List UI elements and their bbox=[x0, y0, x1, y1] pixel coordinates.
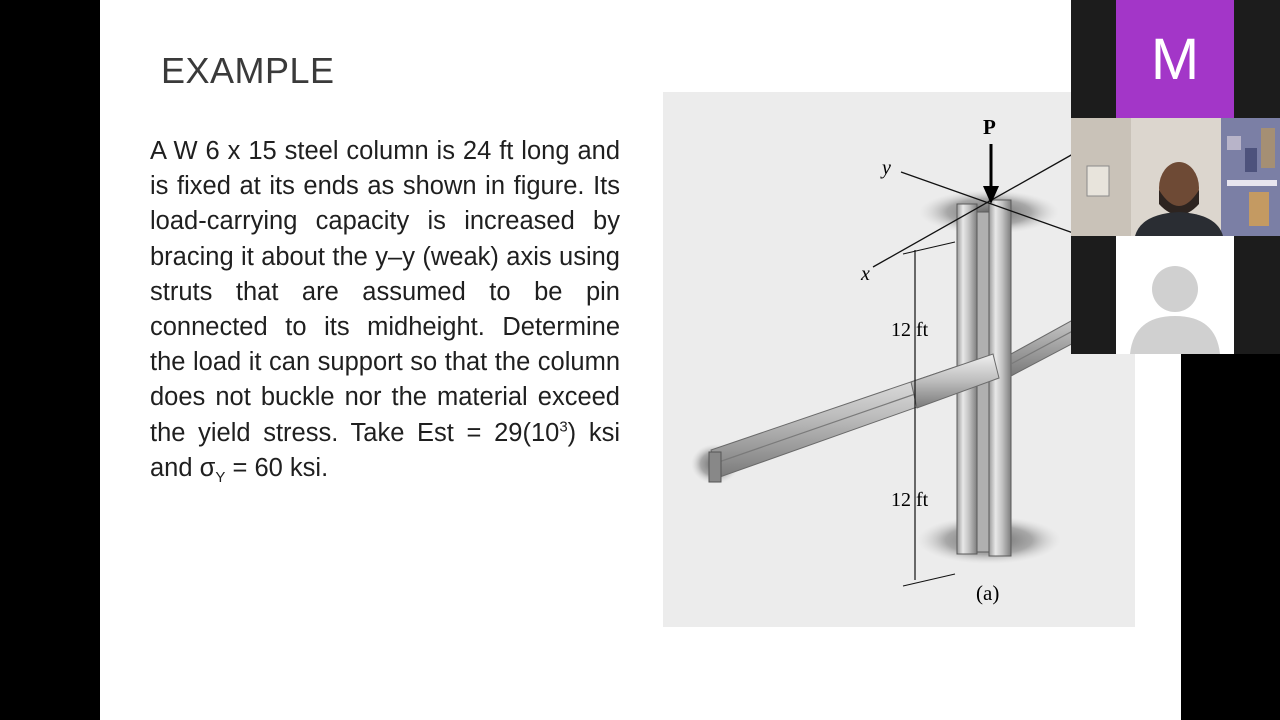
axis-x-left-label: x bbox=[861, 263, 870, 285]
strut-end-left bbox=[709, 452, 721, 482]
participant-video-tile[interactable] bbox=[1071, 118, 1280, 236]
figure-background bbox=[663, 92, 1135, 627]
default-avatar-background bbox=[1116, 236, 1234, 354]
problem-text-end: = 60 ksi. bbox=[225, 453, 329, 482]
problem-text-main: A W 6 x 15 steel column is 24 ft long and is fixed at its ends as shown in figure. Its load-carrying capacity is increased by bracing it about the y–y (weak) axis using struts that are assumed to be pin connected to its midheight. Determine the load it can support so that the column does not buckle nor the material exceed the yield stress. Take Est = 29(10 bbox=[150, 137, 620, 447]
presentation-slide bbox=[100, 0, 1181, 720]
participant-video-frame bbox=[1071, 118, 1280, 236]
figure-caption: (a) bbox=[976, 581, 1000, 605]
slide-title: EXAMPLE bbox=[161, 50, 335, 91]
lower-length-label: 12 ft bbox=[891, 489, 929, 511]
column-diagram bbox=[663, 92, 1135, 627]
shelf-book bbox=[1245, 148, 1257, 172]
problem-text-mid: ) ksi and σ bbox=[150, 418, 620, 482]
participant-tile-m[interactable] bbox=[1071, 0, 1280, 118]
shelf-board bbox=[1227, 180, 1277, 186]
column-figure bbox=[663, 92, 1135, 627]
wall-frame bbox=[1087, 166, 1109, 196]
problem-statement bbox=[150, 134, 620, 486]
shelf-book bbox=[1249, 192, 1269, 226]
upper-length-label: 12 ft bbox=[891, 319, 929, 341]
participant-initial-avatar: M bbox=[1116, 0, 1234, 118]
participant-tile-no-video[interactable] bbox=[1071, 236, 1280, 354]
axis-y-top-label: y bbox=[882, 157, 891, 179]
shelf-book bbox=[1261, 128, 1275, 168]
shelf-item bbox=[1227, 136, 1241, 150]
default-user-icon bbox=[1116, 236, 1234, 354]
yield-subscript: Y bbox=[215, 468, 226, 486]
load-label: P bbox=[983, 115, 996, 139]
exponent: 3 bbox=[559, 418, 568, 436]
